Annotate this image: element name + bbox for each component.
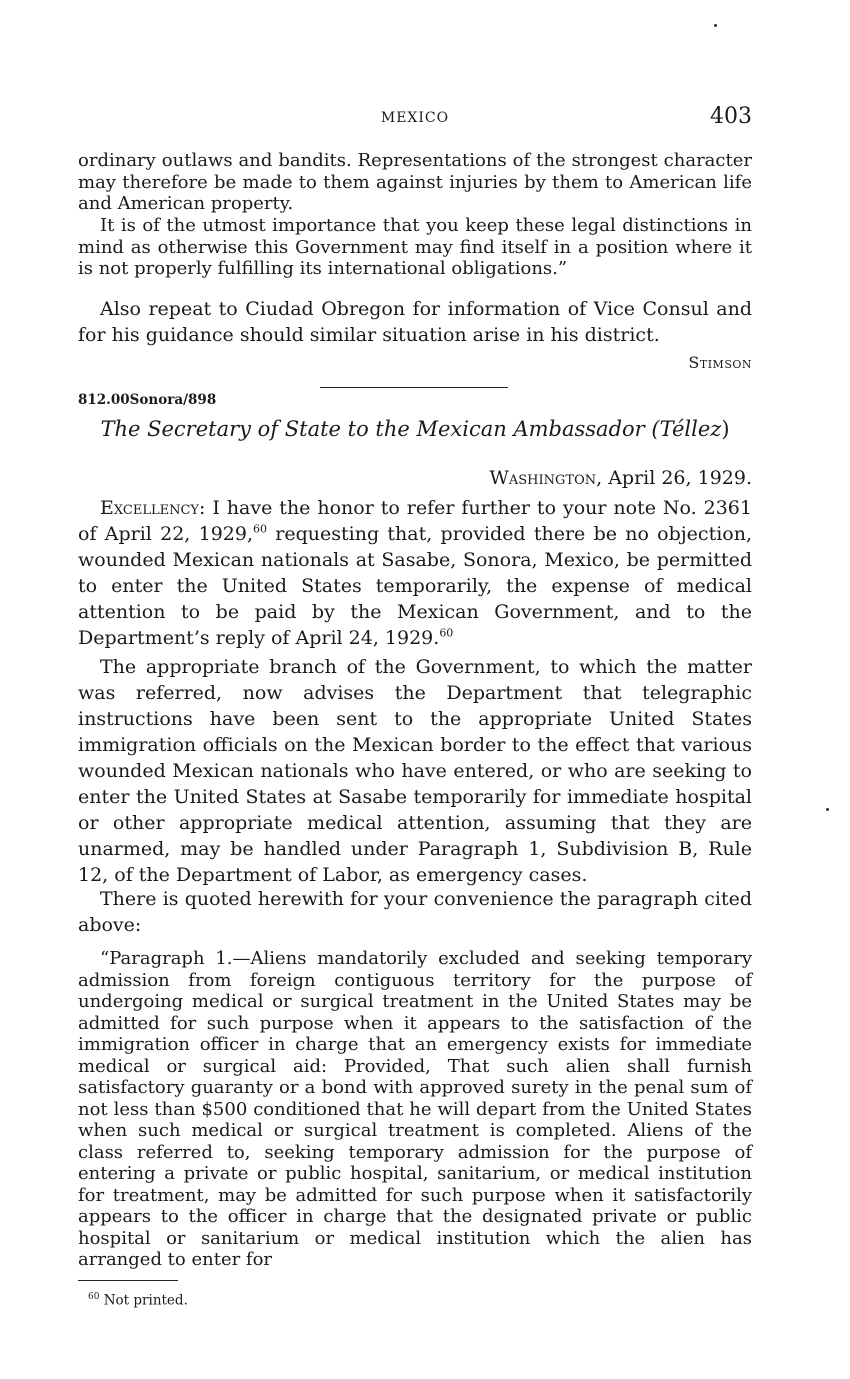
paragraph-ciudad-obregon: Also repeat to Ciudad Obregon for information of Vice Consul and for his guidance should similar situation arise in his district. xyxy=(78,298,752,346)
footnote-text: Not printed. xyxy=(99,1292,188,1309)
paragraph-legal-distinctions: It is of the utmost importance that you keep these legal distinctions in mind as otherwise this Government may find itself in a position where it is not properly fulfilling its international obligations.” xyxy=(78,215,752,279)
footnote-ref-1: 60 xyxy=(253,522,268,536)
scan-speck xyxy=(714,24,717,27)
scan-speck xyxy=(826,808,829,811)
page-number: 403 xyxy=(710,104,752,129)
file-reference: 812.00Sonora/898 xyxy=(78,392,217,408)
date: , April 26, 1929. xyxy=(596,467,752,489)
place-date-line xyxy=(489,467,752,489)
section-divider xyxy=(320,387,508,388)
quoted-paragraph-1: “Paragraph 1.—Aliens mandatorily excluded and seeking temporary admission from foreign contiguous territory for the purpose of undergoing medical or surgical treatment in the United States may be admitted for such purpose when it appears to the satisfaction of the immigration officer in charge that an emergency exists for immediate medical or surgical aid: Provided, That such alien shall furnish satisfactory guaranty or a bond with approved surety in the penal sum of not less than $500 conditioned that he will depart from the United States when such medical or surgical treatment is completed. Aliens of the class referred to, seeking temporary admission for the purpose of entering a private or public hospital, sanitarium, or medical institution for treatment, may be admitted for such purpose when it satisfactorily appears to the officer in charge that the designated private or public hospital or sanitarium or medical institution which the alien has arranged to enter for xyxy=(78,948,752,1270)
excellency-text-1: I have the honor to refer further to your note No. 2361 of April 22, 1929, xyxy=(78,497,752,545)
document-heading xyxy=(78,417,752,441)
salutation: Excellency xyxy=(100,497,199,519)
heading-text: The Secretary of State to the Mexican Ambassador ( xyxy=(100,417,660,441)
excellency-text-2: requesting that, provided there be no objection, wounded Mexican nationals at Sasabe, Sonora, Mexico, be permitted to enter the United States temporarily, the expense of medical attention to be paid by the Mexican Government, and to the Department’s reply of April 24, 1929. xyxy=(78,523,752,649)
running-head: MEXICO xyxy=(380,110,450,126)
paragraph-quoted-herewith: There is quoted herewith for your convenience the paragraph cited above: xyxy=(78,888,752,936)
footnote-mark: 60 xyxy=(88,1292,100,1302)
paragraph-continuation: ordinary outlaws and bandits. Representations of the strongest character may therefore be made to them against injuries by them to American life and American property. xyxy=(78,150,752,214)
paragraph-appropriate-branch: The appropriate branch of the Government, to which the matter was referred, now advises the Department that telegraphic instructions have been sent to the appropriate United States immigration officials on the Mexican border to the effect that various wounded Mexican nationals who have entered, or who are seeking to enter the United States at Sasabe temporarily for immediate hospital or other appropriate medical attention, assuming that they are unarmed, may be handled under Paragraph 1, Subdivision B, Rule 12, of the Department of Labor, as emergency cases. xyxy=(78,656,752,886)
heading-close: ) xyxy=(721,417,730,441)
salutation-colon: : xyxy=(199,497,213,519)
signature-stimson: Stimson xyxy=(688,353,752,372)
heading-name: Téllez xyxy=(659,417,722,441)
page-header xyxy=(78,104,752,132)
paragraph-excellency xyxy=(78,495,752,651)
footnote-divider xyxy=(78,1280,178,1281)
footnote xyxy=(88,1292,188,1309)
footnote-ref-2: 60 xyxy=(439,626,454,640)
place: Washington xyxy=(489,467,597,489)
